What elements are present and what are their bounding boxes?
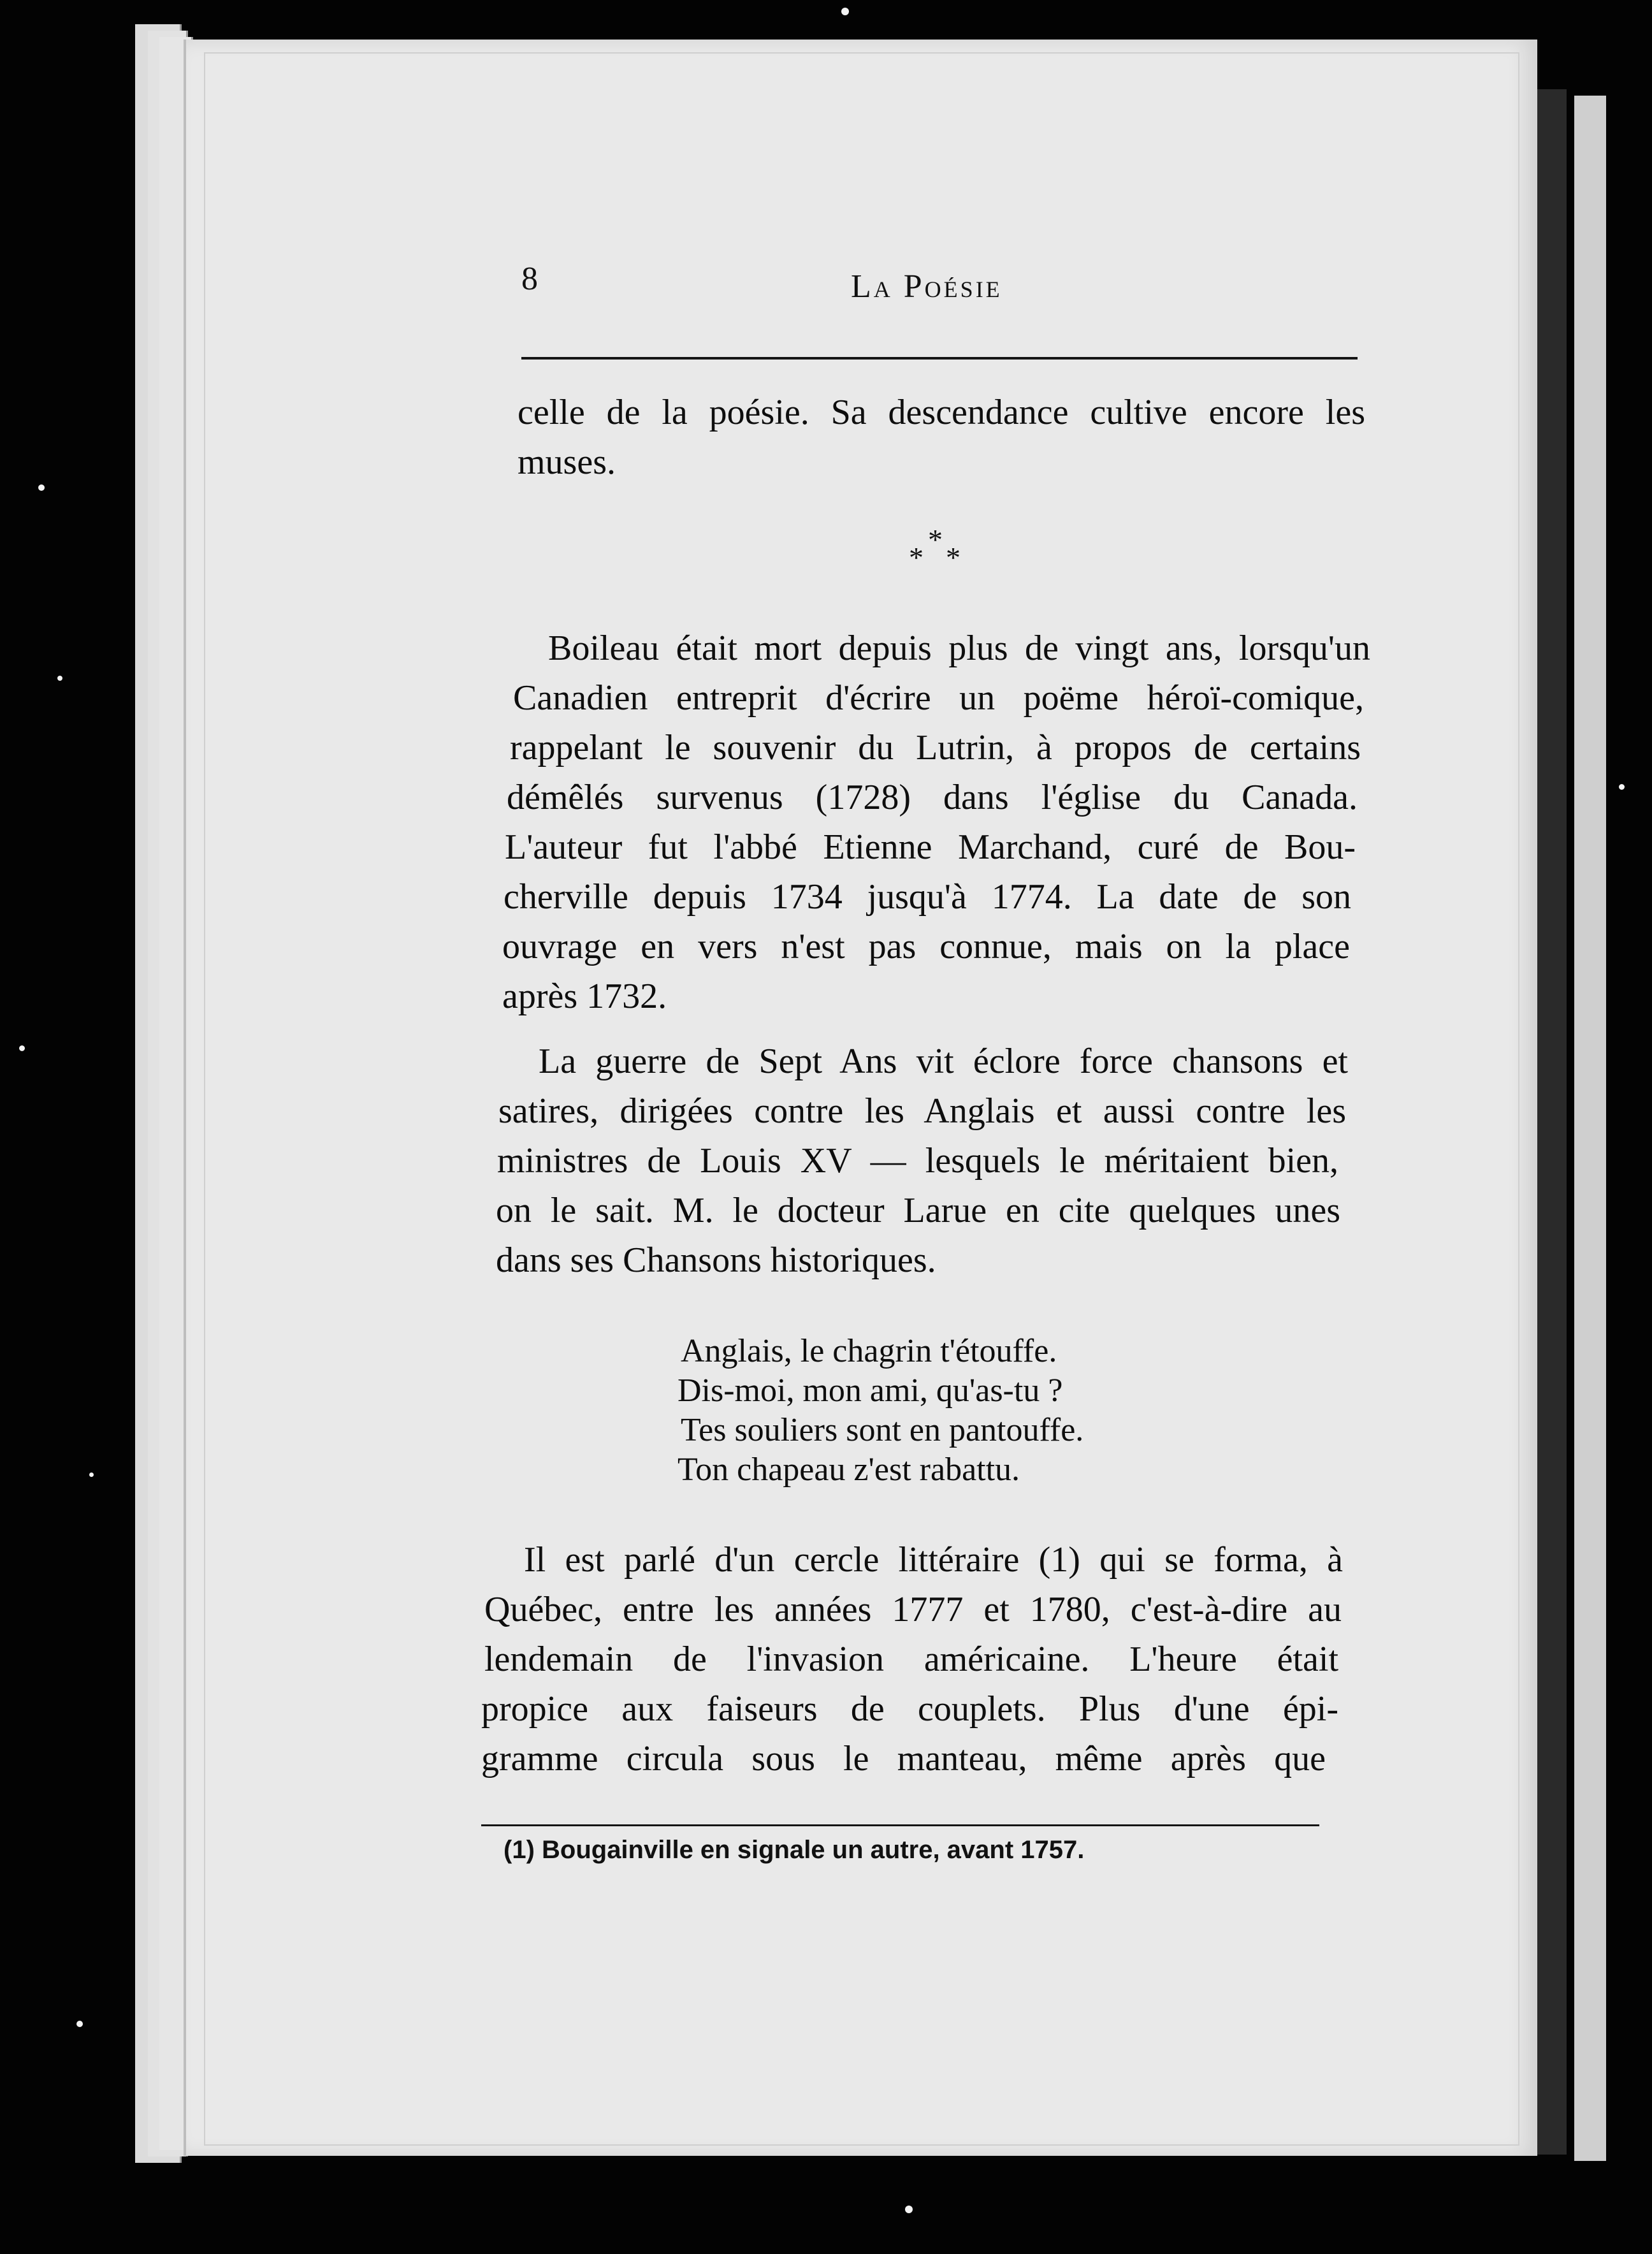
text-line: Il est parlé d'un cercle littéraire (1) qui se forma, à xyxy=(524,1540,1343,1580)
scan-speck xyxy=(89,1472,94,1477)
text-line: L'auteur fut l'abbé Etienne Marchand, curé de Bou- xyxy=(505,827,1356,867)
text-line: satires, dirigées contre les Anglais et aussi contre les xyxy=(498,1091,1346,1131)
scan-speck xyxy=(905,2206,913,2213)
asterism-star: * xyxy=(928,523,943,556)
asterism-separator xyxy=(905,523,969,574)
text-line: ouvrage en vers n'est pas connue, mais on la place xyxy=(502,927,1350,966)
text-line: démêlés survenus (1728) dans l'église du Canada. xyxy=(507,778,1358,817)
running-head: La Poésie xyxy=(851,268,1003,305)
footnote: (1) Bougainville en signale un autre, avant 1757. xyxy=(504,1836,1085,1864)
scan-speck xyxy=(76,2021,83,2027)
text-line: après 1732. xyxy=(502,977,667,1016)
text-line: ministres de Louis XV — lesquels le méritaient bien, xyxy=(497,1141,1338,1181)
text-line: propice aux faiseurs de couplets. Plus d'une épi- xyxy=(481,1689,1338,1729)
scan-speck xyxy=(1619,784,1625,790)
asterism-star: * xyxy=(946,541,960,574)
scan-speck xyxy=(841,8,849,15)
text-line: Boileau était mort depuis plus de vingt ans, lorsqu'un xyxy=(548,629,1370,668)
text-line: Canadien entreprit d'écrire un poëme héroï-comique, xyxy=(513,678,1364,718)
verse-line: Anglais, le chagrin t'étouffe. xyxy=(681,1333,1057,1369)
scan-speck xyxy=(38,484,45,491)
text-line: gramme circula sous le manteau, même après que xyxy=(481,1739,1326,1778)
header-rule xyxy=(521,357,1358,360)
text-line: on le sait. M. le docteur Larue en cite quelques unes xyxy=(496,1191,1340,1230)
text-line: rappelant le souvenir du Lutrin, à propos de certains xyxy=(510,728,1361,767)
scan-speck xyxy=(19,1045,25,1051)
book-gutter-shadow xyxy=(1535,89,1567,2155)
page-number: 8 xyxy=(521,261,538,297)
scan-speck xyxy=(57,676,62,681)
text-line: Québec, entre les années 1777 et 1780, c'est-à-dire au xyxy=(484,1590,1342,1629)
text-line: La guerre de Sept Ans vit éclore force chansons et xyxy=(539,1042,1348,1081)
text-line: celle de la poésie. Sa descendance cultive encore les xyxy=(518,393,1365,432)
verse-line: Tes souliers sont en pantouffe. xyxy=(681,1412,1084,1448)
verse-line: Ton chapeau z'est rabattu. xyxy=(677,1451,1020,1488)
footnote-rule xyxy=(481,1824,1319,1826)
text-line: cherville depuis 1734 jusqu'à 1774. La date de son xyxy=(504,877,1351,917)
text-line: lendemain de l'invasion américaine. L'heure était xyxy=(484,1640,1338,1679)
text-line: muses. xyxy=(518,442,616,482)
verse-line: Dis-moi, mon ami, qu'as-tu ? xyxy=(677,1372,1063,1409)
facing-page-edge xyxy=(1574,96,1606,2161)
text-line: dans ses Chansons historiques. xyxy=(496,1240,936,1280)
asterism-star: * xyxy=(909,541,924,574)
